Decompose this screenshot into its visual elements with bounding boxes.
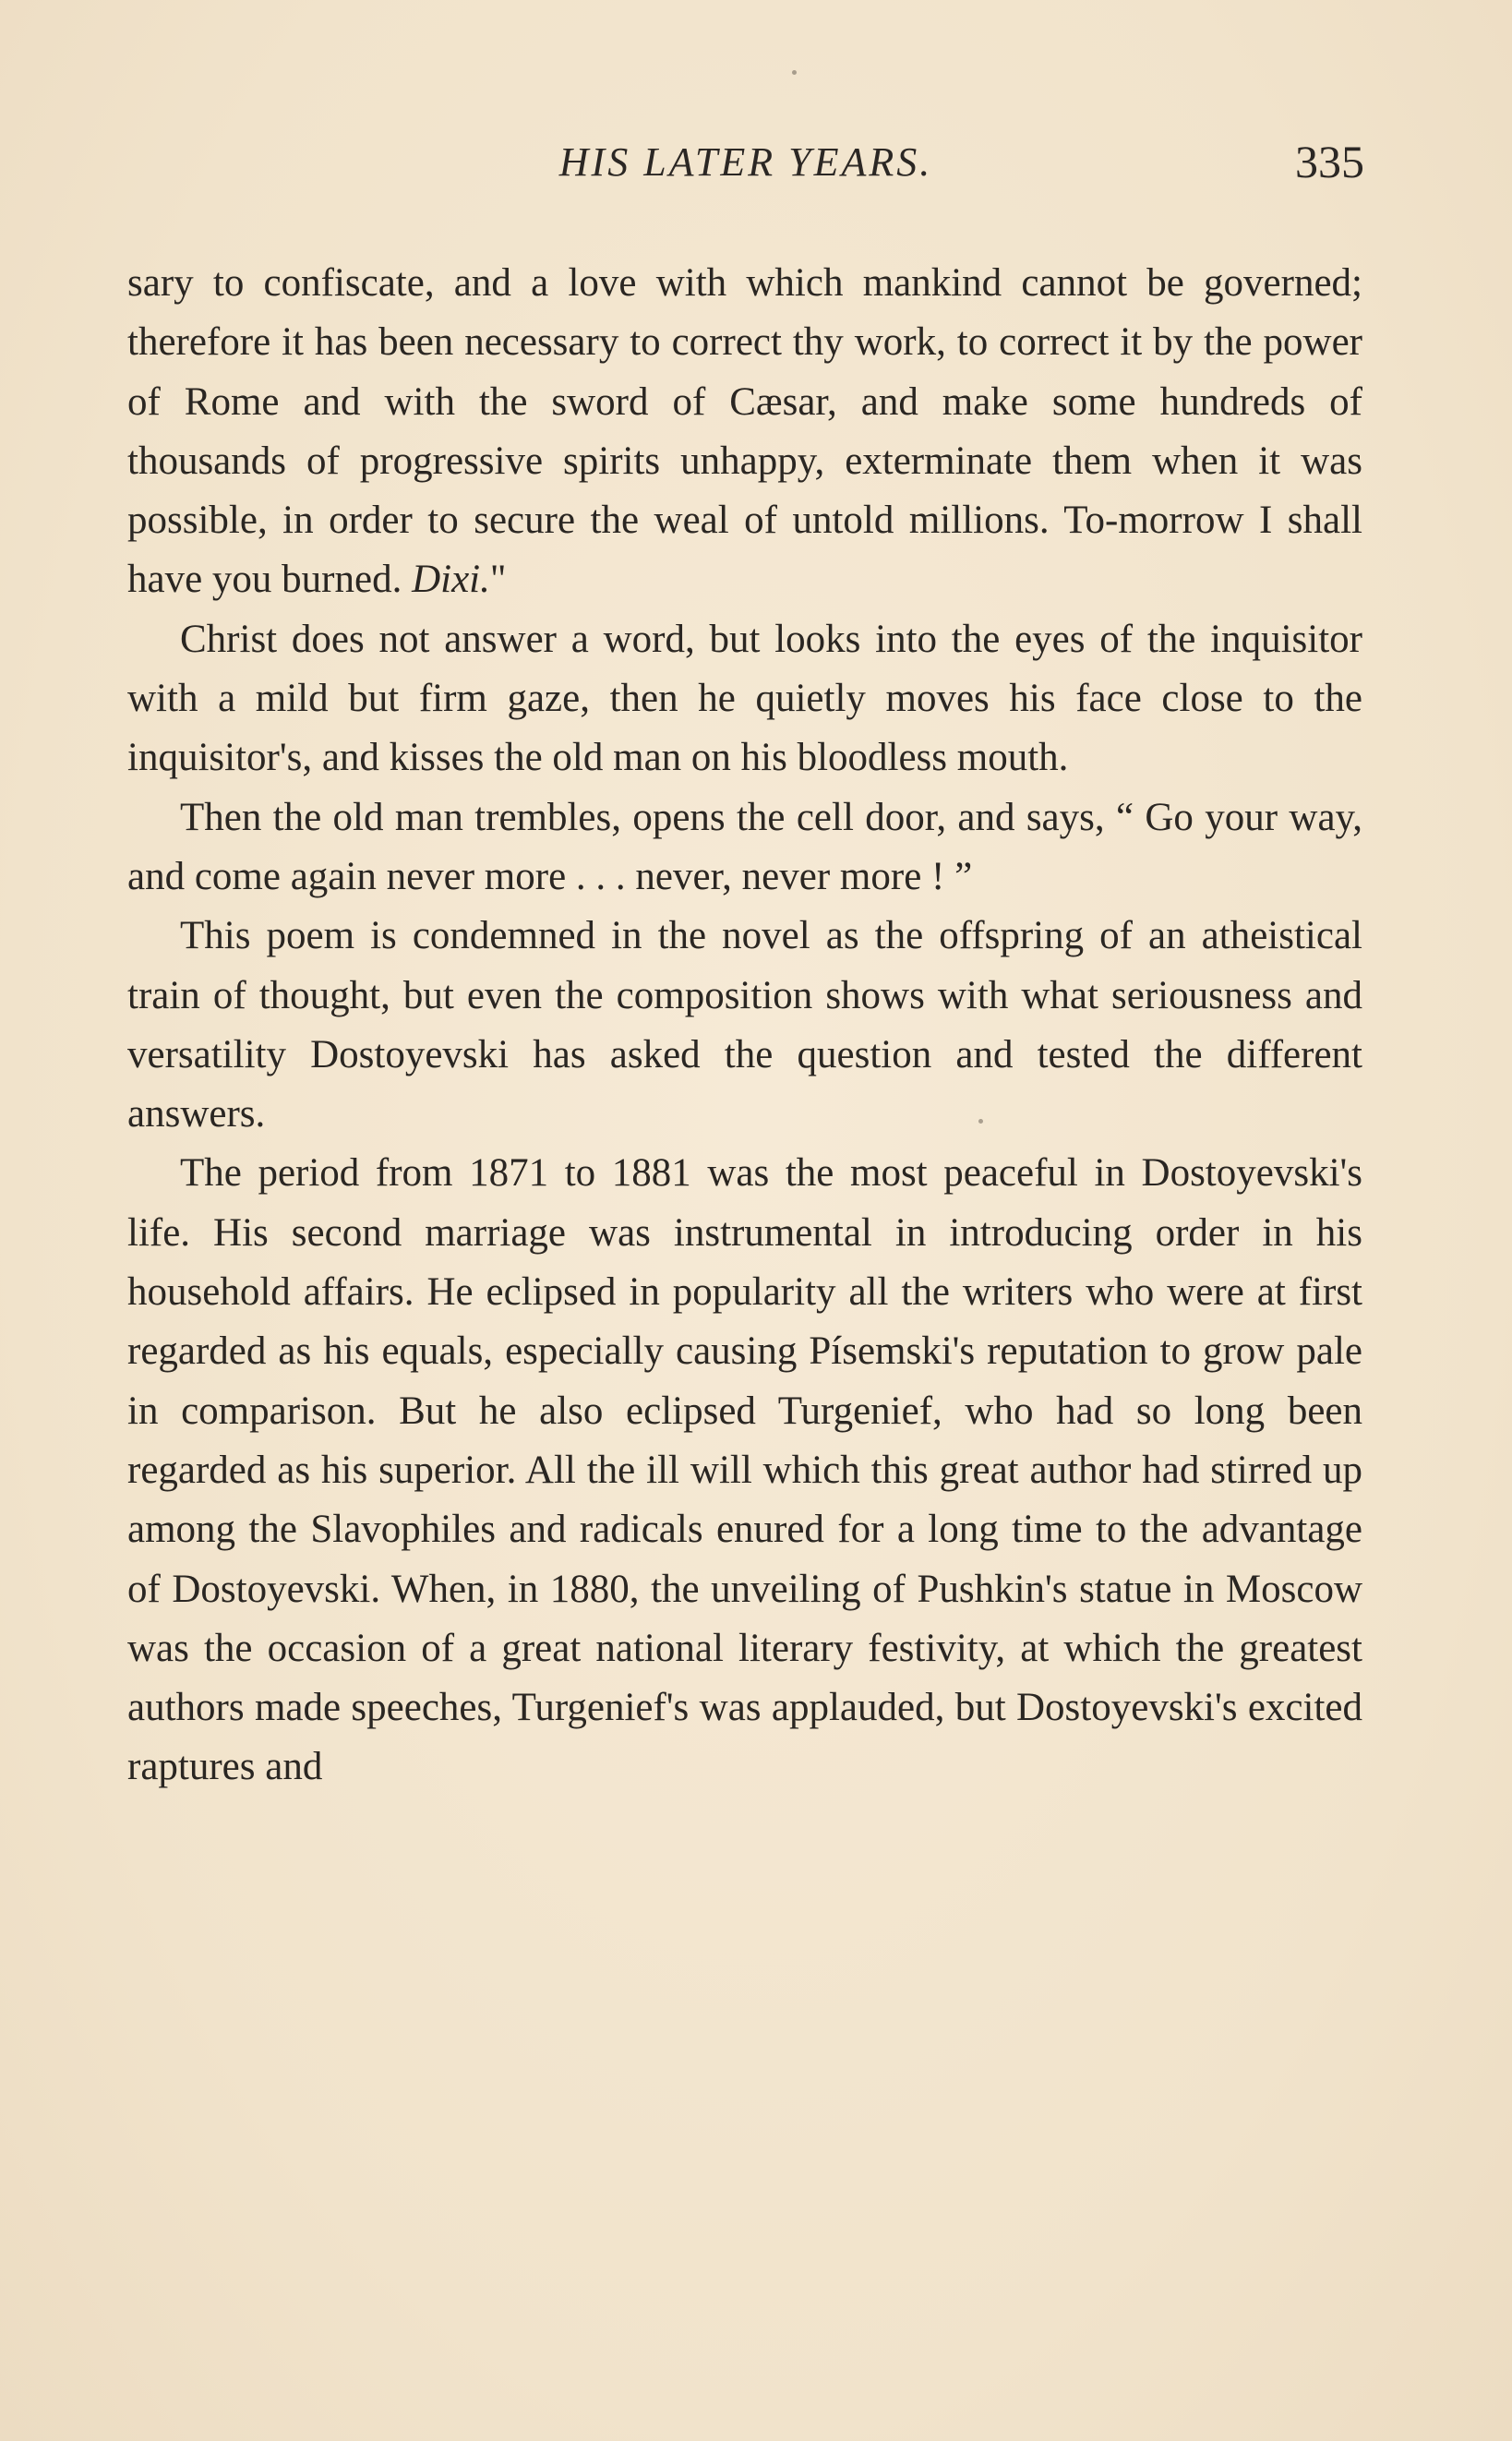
- paper-speck: [792, 70, 797, 75]
- paragraph-1-italic: Dixi.: [412, 558, 490, 602]
- running-title: HIS LATER YEARS.: [558, 139, 933, 185]
- paragraph-5: The period from 1871 to 1881 was the most peaceful in Dostoyevski's life. His second marriage was instrumental in introducing order in his household affairs. He eclipsed in popularity all the writers who were at first regarded as his equals, especially causing Písemski's reputation to grow pale in comparison. But he also eclipsed Turgenief, who had so long been regarded as his superior. All the ill will which this great author had stirred up among the Slavophiles and radicals enured for a long time to the advantage of Dostoyevski. When, in 1880, the unveiling of Pushkin's statue in Moscow was the occasion of a great national literary festivity, at which the greatest authors made speeches, Turgenief's was applauded, but Dostoyevski's excited raptures and: [127, 1151, 1362, 1789]
- paragraph-4: This poem is condemned in the novel as the offspring of an atheistical train of thought, but even the composition shows with what seriousness and versatility Dostoyevski has asked the question and tested the different answers.: [127, 914, 1362, 1136]
- paragraph-2: Christ does not answer a word, but looks into the eyes of the inquisitor with a mild but firm gaze, then he quietly moves his face close to the inquisitor's, and kisses the old man on his bloodless mouth.: [127, 617, 1362, 780]
- paragraph-3: Then the old man trembles, opens the cell door, and says, “ Go your way, and come again never more . . . never, never more ! ”: [127, 795, 1362, 898]
- body-text: [127, 254, 1362, 1798]
- page-number: 335: [1295, 136, 1364, 187]
- paragraph-1-close-quote: ": [489, 558, 507, 602]
- running-header: [127, 138, 1364, 203]
- paragraph-1: [127, 254, 1362, 610]
- paragraph-1-text: sary to confiscate, and a love with which mankind cannot be governed; therefore it has been necessary to correct thy work, to correct it by the power of Rome and with the sword of Cæsar, and make some hundreds of thousands of progressive spirits unhappy, exterminate them when it was possible, in order to secure the weal of untold millions. To-morrow I shall have you burned.: [127, 261, 1362, 602]
